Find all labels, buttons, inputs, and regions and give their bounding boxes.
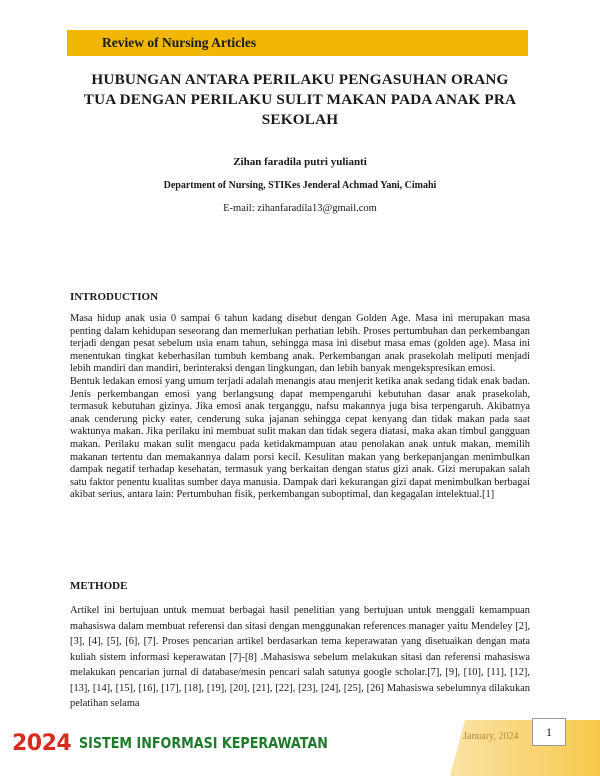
article-title bbox=[62, 70, 538, 130]
title-line: SEKOLAH bbox=[261, 111, 339, 128]
page-number: 1 bbox=[532, 718, 566, 746]
methode-heading: METHODE bbox=[70, 580, 128, 592]
title-line: HUBUNGAN ANTARA PERILAKU PENGASUHAN ORANG bbox=[91, 71, 509, 88]
footer-brand-name: SISTEM INFORMASI KEPERAWATAN bbox=[79, 734, 329, 752]
introduction-body bbox=[70, 313, 530, 502]
title-line: TUA DENGAN PERILAKU SULIT MAKAN PADA ANAK PRA bbox=[83, 91, 517, 108]
introduction-paragraph: Masa hidup anak usia 0 sampai 6 tahun kadang disebut dengan Golden Age. Masa ini merupakan masa penting dalam kehidupan seseorang dan memerlukan perhatian lebih. Proses pertumbuhan dan perkembangan terjadi dengan pesat sebelum usia enam tahun, sehingga masa ini disebut masa emas (golden age). Masa ini menentukan tingkat keberhasilan tumbuh kembang anak. Perkembangan anak prasekolah meliputi menjadi lebih mandiri dan mandiri, berinteraksi dengan lingkungan, dan lebih banyak mengekspresikan emosi. bbox=[70, 313, 530, 375]
journal-name: Review of Nursing Articles bbox=[102, 35, 257, 50]
introduction-heading: INTRODUCTION bbox=[70, 291, 159, 303]
footer-year: 2024 bbox=[12, 730, 72, 756]
journal-header-bar bbox=[67, 30, 528, 56]
author-affiliation: Department of Nursing, STIKes Jenderal Achmad Yani, Cimahi bbox=[163, 180, 437, 191]
footer-date: January, 2024 bbox=[463, 731, 519, 742]
author-email: E-mail: zihanfaradila13@gmail.com bbox=[223, 203, 377, 214]
introduction-paragraph: Bentuk ledakan emosi yang umum terjadi adalah menangis atau menjerit ketika anak sedang tidak enak badan. Jenis perkembangan emosi yang berlangsung dapat mempengaruhi kebutuhan dasar anak prasekolah, termasuk kebutuhan gizinya. Jika emosi anak terganggu, nafsu makannya juga bisa terpengaruh. Akibatnya anak cenderung picky eater, cenderung suka jajanan sehingga cepat kenyang dan tidak makan pada saat waktunya makan. Jika perilaku ini membuat sulit makan dan tidak segera diatasi, maka akan timbul gangguan makan. Perilaku makan sulit mengacu pada ketidakmampuan atau penolakan anak untuk makan, memilih makanan tertentu dan memakannya dalam porsi kecil. Kesulitan makan yang berkepanjangan menimbulkan dampak negatif terhadap kesehatan, termasuk yang berkaitan dengan status gizi anak. Gizi merupakan salah satu faktor penentu kualitas sumber daya manusia. Dampak dari kekurangan gizi dapat menimbulkan berbagai akibat serius, antara lain: Pertumbuhan fisik, perkembangan suboptimal, dan kegagalan intelektual.[1] bbox=[70, 375, 530, 501]
footer-brand bbox=[12, 728, 383, 758]
methode-body: Artikel ini bertujuan untuk memuat berbagai hasil penelitian yang bertujuan untuk menggali kemampuan mahasiswa dalam membuat referensi dan sitasi dengan menggunakan references manager yaitu Mendeley [2], [3], [4], [5], [6], [7]. Proses pencarian artikel berdasarkan tema keperawatan yang disetuaikan dengan mata kuliah sistem informasi keperawatan [7]-[8] .Mahasiswa sebelum melakukan sitasi dan referensi mahasiswa melakukan pencarian jurnal di database/mesin pencari salah satunya google scholar.[7], [9], [10], [11], [12], [13], [14], [15], [16], [17], [18], [19], [20], [21], [22], [23], [24], [25], [26] Mahasiswa sebelumnya dilakukan pelatihan selama bbox=[70, 605, 530, 709]
author-name: Zihan faradila putri yulianti bbox=[233, 156, 367, 168]
footer-accent bbox=[450, 720, 600, 776]
